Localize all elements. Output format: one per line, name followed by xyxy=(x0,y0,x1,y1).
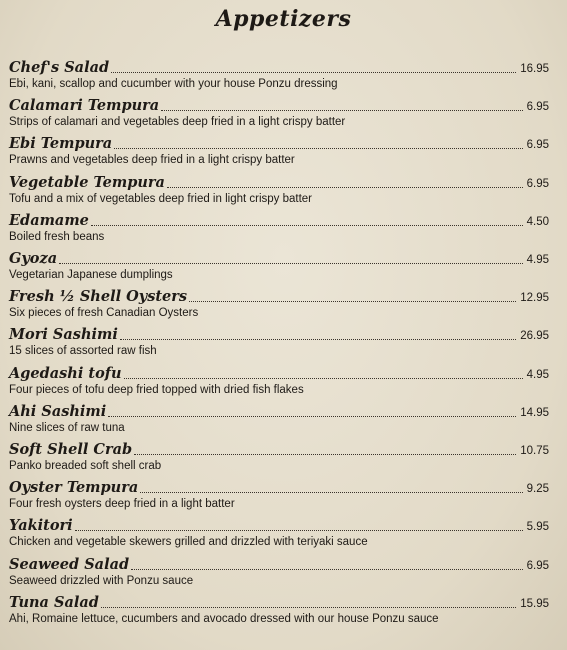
dot-leader xyxy=(131,569,523,570)
menu-item-name: Fresh ½ Shell Oysters xyxy=(9,288,188,306)
menu-item-line xyxy=(9,476,549,498)
dot-leader xyxy=(120,339,516,340)
dot-leader xyxy=(161,110,523,111)
menu-item-description: Four fresh oysters deep fried in a light batter xyxy=(9,498,235,511)
menu-item-name: Mori Sashimi xyxy=(9,326,118,344)
menu-item-description: Four pieces of tofu deep fried topped with dried fish flakes xyxy=(9,383,304,396)
menu-item-line xyxy=(9,132,549,154)
menu-item-price: 10.75 xyxy=(520,445,549,457)
dot-leader xyxy=(91,225,523,226)
menu-item-description: Seaweed drizzled with Ponzu sauce xyxy=(9,574,194,587)
menu-item-line xyxy=(9,591,549,613)
menu-item xyxy=(9,94,549,128)
dot-leader xyxy=(114,148,523,149)
menu-item-price: 6.95 xyxy=(526,139,549,152)
menu-item-description: Strips of calamari and vegetables deep fried in a light crispy batter xyxy=(9,116,346,129)
menu-item-price: 9.25 xyxy=(526,483,549,496)
menu-item xyxy=(9,591,549,625)
menu-item-price: 4.95 xyxy=(526,254,549,266)
menu-item-price: 15.95 xyxy=(520,597,549,610)
menu-item xyxy=(9,285,549,319)
menu-item xyxy=(9,362,549,396)
menu-item-name: Gyoza xyxy=(9,250,58,267)
dot-leader xyxy=(75,530,523,531)
dot-leader xyxy=(111,72,516,73)
menu-item-line xyxy=(9,400,549,422)
menu-item-price: 26.95 xyxy=(520,330,549,343)
menu-item-name: Seaweed Salad xyxy=(9,555,130,573)
menu-item-price: 5.95 xyxy=(526,521,549,534)
menu-item-description: Chicken and vegetable skewers grilled and drizzled with teriyaki sauce xyxy=(9,536,368,549)
menu-item-line xyxy=(9,56,549,78)
menu-item-name: Ebi Tempura xyxy=(9,135,113,153)
menu-item-price: 12.95 xyxy=(520,292,549,305)
dot-leader xyxy=(189,301,516,302)
menu-item-description: Prawns and vegetables deep fried in a light crispy batter xyxy=(9,154,295,167)
menu-item xyxy=(9,514,549,548)
menu-item-description: Ahi, Romaine lettuce, cucumbers and avocado dressed with our house Ponzu sauce xyxy=(9,612,439,625)
menu-item-line xyxy=(9,553,549,575)
dot-leader xyxy=(140,492,523,493)
menu-item-line xyxy=(9,209,549,231)
menu-item-price: 6.95 xyxy=(526,101,549,114)
dot-leader xyxy=(124,378,523,379)
menu-title: Appetizers xyxy=(215,6,352,32)
menu-item-name: Agedashi tofu xyxy=(9,364,122,382)
menu-item-description: Panko breaded soft shell crab xyxy=(9,460,162,472)
menu-item-line xyxy=(9,323,549,345)
dot-leader xyxy=(134,454,516,455)
dot-leader xyxy=(101,607,516,608)
menu-item xyxy=(9,247,549,281)
menu-item-name: Yakitori xyxy=(9,517,73,535)
menu-item-description: Vegetarian Japanese dumplings xyxy=(9,269,173,281)
menu-item-line xyxy=(9,247,549,269)
menu-item-name: Vegetable Tempura xyxy=(9,173,165,191)
menu-item-price: 14.95 xyxy=(520,406,549,419)
menu-item xyxy=(9,400,549,434)
menu-item xyxy=(9,553,549,587)
menu-item-name: Edamame xyxy=(9,211,89,229)
menu-item-description: Boiled fresh beans xyxy=(9,230,105,243)
menu-item-price: 4.95 xyxy=(526,368,549,381)
menu-item-name: Calamari Tempura xyxy=(9,97,160,115)
menu-item-name: Tuna Salad xyxy=(9,593,99,611)
dot-leader xyxy=(108,416,516,417)
menu-item-price: 6.95 xyxy=(526,559,549,572)
menu-item-price: 6.95 xyxy=(526,177,549,190)
menu-item xyxy=(9,209,549,243)
dot-leader xyxy=(167,187,523,188)
menu-item-line xyxy=(9,438,549,460)
menu-item xyxy=(9,438,549,472)
menu-item xyxy=(9,323,549,357)
menu-item xyxy=(9,132,549,166)
menu-item xyxy=(9,171,549,205)
menu-item-name: Oyster Tempura xyxy=(9,479,139,497)
menu-item xyxy=(9,56,549,90)
dot-leader xyxy=(59,263,523,264)
menu-item xyxy=(9,476,549,510)
menu-item-price: 4.50 xyxy=(526,215,549,228)
menu-item-description: Tofu and a mix of vegetables deep fried in light crispy batter xyxy=(9,192,313,205)
menu-item-description: Ebi, kani, scallop and cucumber with your house Ponzu dressing xyxy=(9,78,338,90)
menu-item-description: Nine slices of raw tuna xyxy=(9,421,125,434)
menu-item-price: 16.95 xyxy=(520,63,549,75)
menu-item-line xyxy=(9,362,549,384)
menu-item-description: Six pieces of fresh Canadian Oysters xyxy=(9,307,199,320)
menu-item-line xyxy=(9,171,549,193)
menu-item-line xyxy=(9,514,549,536)
menu-item-description: 15 slices of assorted raw fish xyxy=(9,345,157,358)
menu-item-name: Soft Shell Crab xyxy=(9,441,133,458)
menu-item-name: Ahi Sashimi xyxy=(9,402,107,420)
menu-item-name: Chef's Salad xyxy=(9,59,110,76)
menu-item-line xyxy=(9,285,549,307)
menu-item-line xyxy=(9,94,549,116)
